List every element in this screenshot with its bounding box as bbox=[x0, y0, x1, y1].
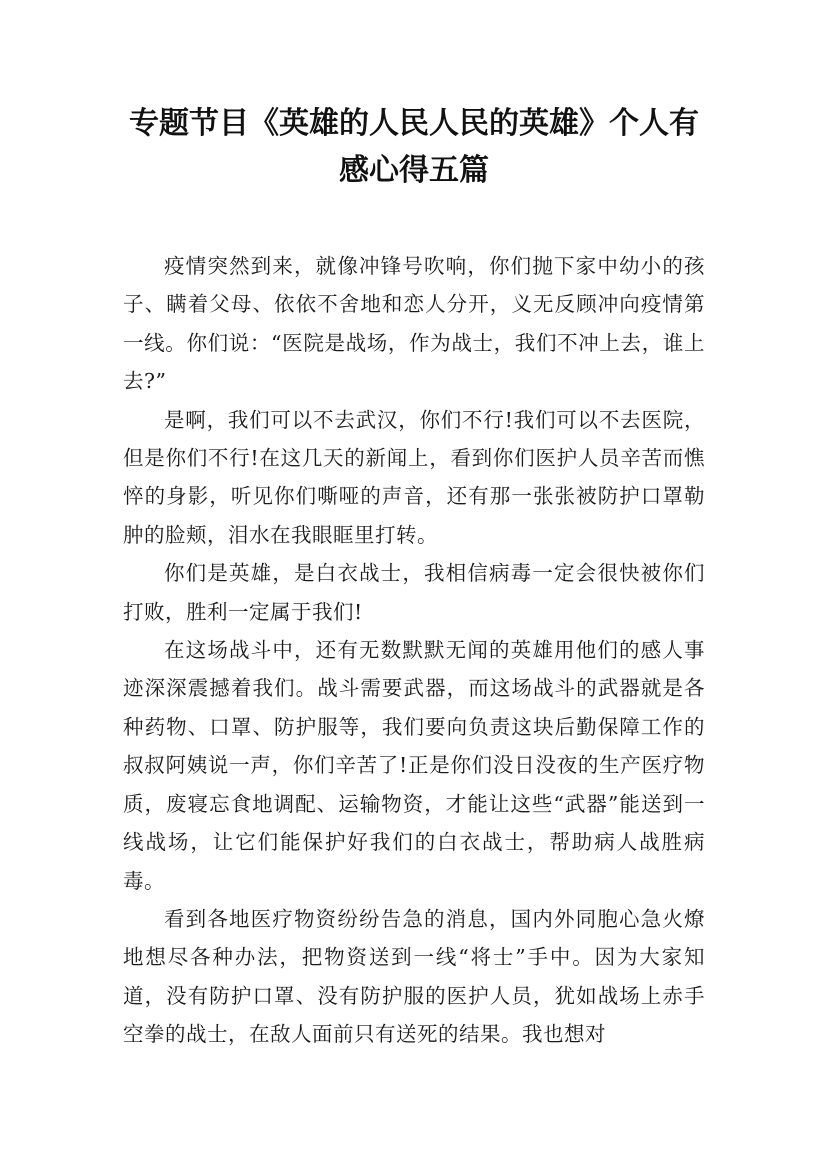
document-body bbox=[123, 247, 705, 1054]
paragraph-3: 你们是英雄，是白衣战士，我相信病毒一定会很快被你们打败，胜利一定属于我们! bbox=[123, 561, 705, 624]
paragraph-5: 看到各地医疗物资纷纷告急的消息，国内外同胞心急火燎地想尽各种办法，把物资送到一线“将士”手中。因为大家知道，没有防护口罩、没有防护服的医护人员，犹如战场上赤手空拳的战士，在敌人面前只有送死的结果。我也想对 bbox=[123, 906, 705, 1047]
document-title: 专题节目《英雄的人民人民的英雄》个人有感心得五篇 bbox=[129, 106, 699, 188]
paragraph-4: 在这场战斗中，还有无数默默无闻的英雄用他们的感人事迹深深震撼着我们。战斗需要武器，而这场战斗的武器就是各种药物、口罩、防护服等，我们要向负责这块后勤保障工作的叔叔阿姨说一声，你们辛苦了!正是你们没日没夜的生产医疗物质，废寝忘食地调配、运输物资，才能让这些“武器”能送到一线战场，让它们能保护好我们的白衣战士，帮助病人战胜病毒。 bbox=[123, 638, 705, 893]
paragraph-1: 疫情突然到来，就像冲锋号吹响，你们抛下家中幼小的孩子、瞒着父母、依依不舍地和恋人分开，义无反顾冲向疫情第一线。你们说：“医院是战场，作为战士，我们不冲上去，谁上去?” bbox=[123, 254, 705, 394]
paragraph-2: 是啊，我们可以不去武汉，你们不行!我们可以不去医院，但是你们不行!在这几天的新闻上，看到你们医护人员辛苦而憔悴的身影，听见你们嘶哑的声音，还有那一张张被防护口罩勒肿的脸颊，泪水在我眼眶里打转。 bbox=[123, 407, 705, 547]
